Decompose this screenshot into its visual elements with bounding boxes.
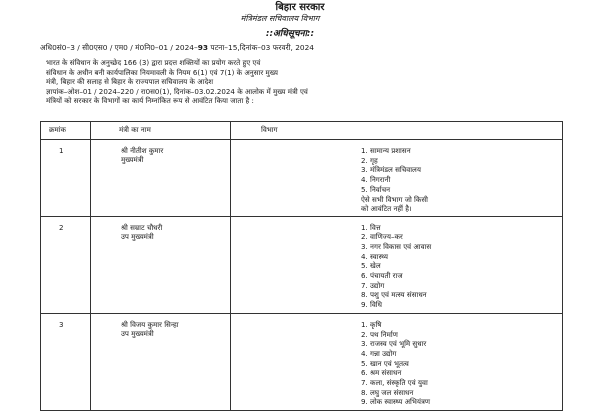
list-item: 5. खेल [361, 261, 381, 271]
unallocated-note: ऐसे सभी विभाग जो किसी [361, 194, 428, 204]
reference-place-date: पटना–15,दिनांक–03 फरवरी, 2024 [208, 43, 315, 52]
serial-cell: 1 [41, 140, 91, 217]
header-serial: क्रमांक [41, 122, 91, 140]
list-item: 1. वित्त [361, 222, 381, 232]
department-list [361, 223, 562, 310]
list-item: 8. लघु जल संसाधन [361, 387, 414, 397]
body-paragraph-line: ज्ञापांक–ओश–01 / 2024–220 / रा0स0(1), दिनांक–03.02.2024 के आलोक में मुख्य मंत्री एवं [46, 86, 308, 96]
body-paragraph-line: मंत्री, बिहार की सलाह से बिहार के राज्यपाल सचिवालय के आदेश [46, 77, 214, 87]
notification-title: ::अधिसूचना:: [265, 29, 315, 39]
department-cell [231, 216, 563, 313]
unallocated-note: को आवंटित नहीं है। [361, 203, 412, 213]
minister-cell [91, 140, 231, 217]
list-item: 2. पथ निर्माण [361, 329, 398, 339]
list-item: 3. मंत्रिमंडल सचिवालय [361, 165, 421, 175]
department-list [361, 320, 562, 407]
reference-number: अधि0सं0–3 / सी0एस0 / एम0 / मं0नि0–01 / 2024– [40, 43, 198, 52]
table-header-row [41, 122, 563, 140]
minister-cell [91, 216, 231, 313]
government-title: बिहार सरकार [275, 2, 325, 13]
minister-cell [91, 313, 231, 410]
minister-name: श्री विजय कुमार सिन्हा [121, 319, 179, 329]
list-item: 4. निगरानी [361, 175, 391, 185]
list-item: 5. खान एवं भूतत्व [361, 358, 409, 368]
minister-name: श्री सम्राट चौधरी [121, 222, 163, 232]
minister-designation: मुख्यमंत्री [121, 155, 144, 164]
list-item: 4. स्वास्थ्य [361, 251, 389, 261]
reference-line [40, 43, 560, 53]
department-list [361, 146, 562, 195]
list-item: 2. गृह [361, 155, 378, 165]
department-cell [231, 313, 563, 410]
serial-cell: 3 [41, 313, 91, 410]
list-item: 4. गन्ना उद्योग [361, 348, 397, 358]
reference-number-bold: 93 [197, 43, 209, 52]
body-paragraph-line: भारत के संविधान के अनुच्छेद 166 (3) द्वारा प्रदत्त शक्तियों का प्रयोग करते हुए एवं [46, 58, 261, 67]
list-item: 3. राजस्व एवं भूमि सुधार [361, 339, 427, 349]
list-item: 6. पंचायती राज [361, 271, 403, 281]
list-item: 3. नगर विकास एवं आवास [361, 241, 432, 251]
table-row [41, 313, 563, 410]
table-row [41, 216, 563, 313]
list-item: 7. उद्योग [361, 280, 385, 290]
list-item: 1. सामान्य प्रशासन [361, 146, 411, 155]
list-item: 9. लोक स्वास्थ्य अभियंत्रण [361, 397, 431, 407]
document-page [20, 0, 580, 407]
department-title: मंत्रिमंडल सचिवालय विभाग [240, 14, 320, 23]
list-item: 6. श्रम संसाधन [361, 368, 402, 378]
list-item: 5. निर्वाचन [361, 184, 391, 194]
body-paragraph-line: संविधान के अधीन बनी कार्यपालिका नियमावली के नियम 6(1) एवं 7(1) के अनुसार मुख्य [46, 67, 279, 77]
minister-designation: उप मुख्यमंत्री [121, 231, 154, 241]
table-row [41, 140, 563, 217]
header-department: विभाग [231, 122, 563, 140]
serial-cell: 2 [41, 216, 91, 313]
minister-designation: उप मुख्यमंत्री [121, 328, 154, 338]
list-item: 8. पशु एवं मत्स्य संसाधन [361, 290, 427, 300]
department-cell [231, 140, 563, 217]
list-item: 9. विधि [361, 300, 383, 310]
body-paragraph-line: मंत्रियों को सरकार के विभागों का कार्य निम्नांकित रूप से आवंटित किया जाता है : [46, 96, 254, 106]
list-item: 7. कला, संस्कृति एवं युवा [361, 378, 428, 388]
header-minister: मंत्री का नाम [91, 122, 231, 140]
minister-name: श्री नीतीश कुमार [121, 146, 164, 155]
minister-allocation-table [40, 121, 563, 411]
list-item: 2. वाणिज्य–कर [361, 232, 403, 242]
list-item: 1. कृषि [361, 319, 382, 329]
